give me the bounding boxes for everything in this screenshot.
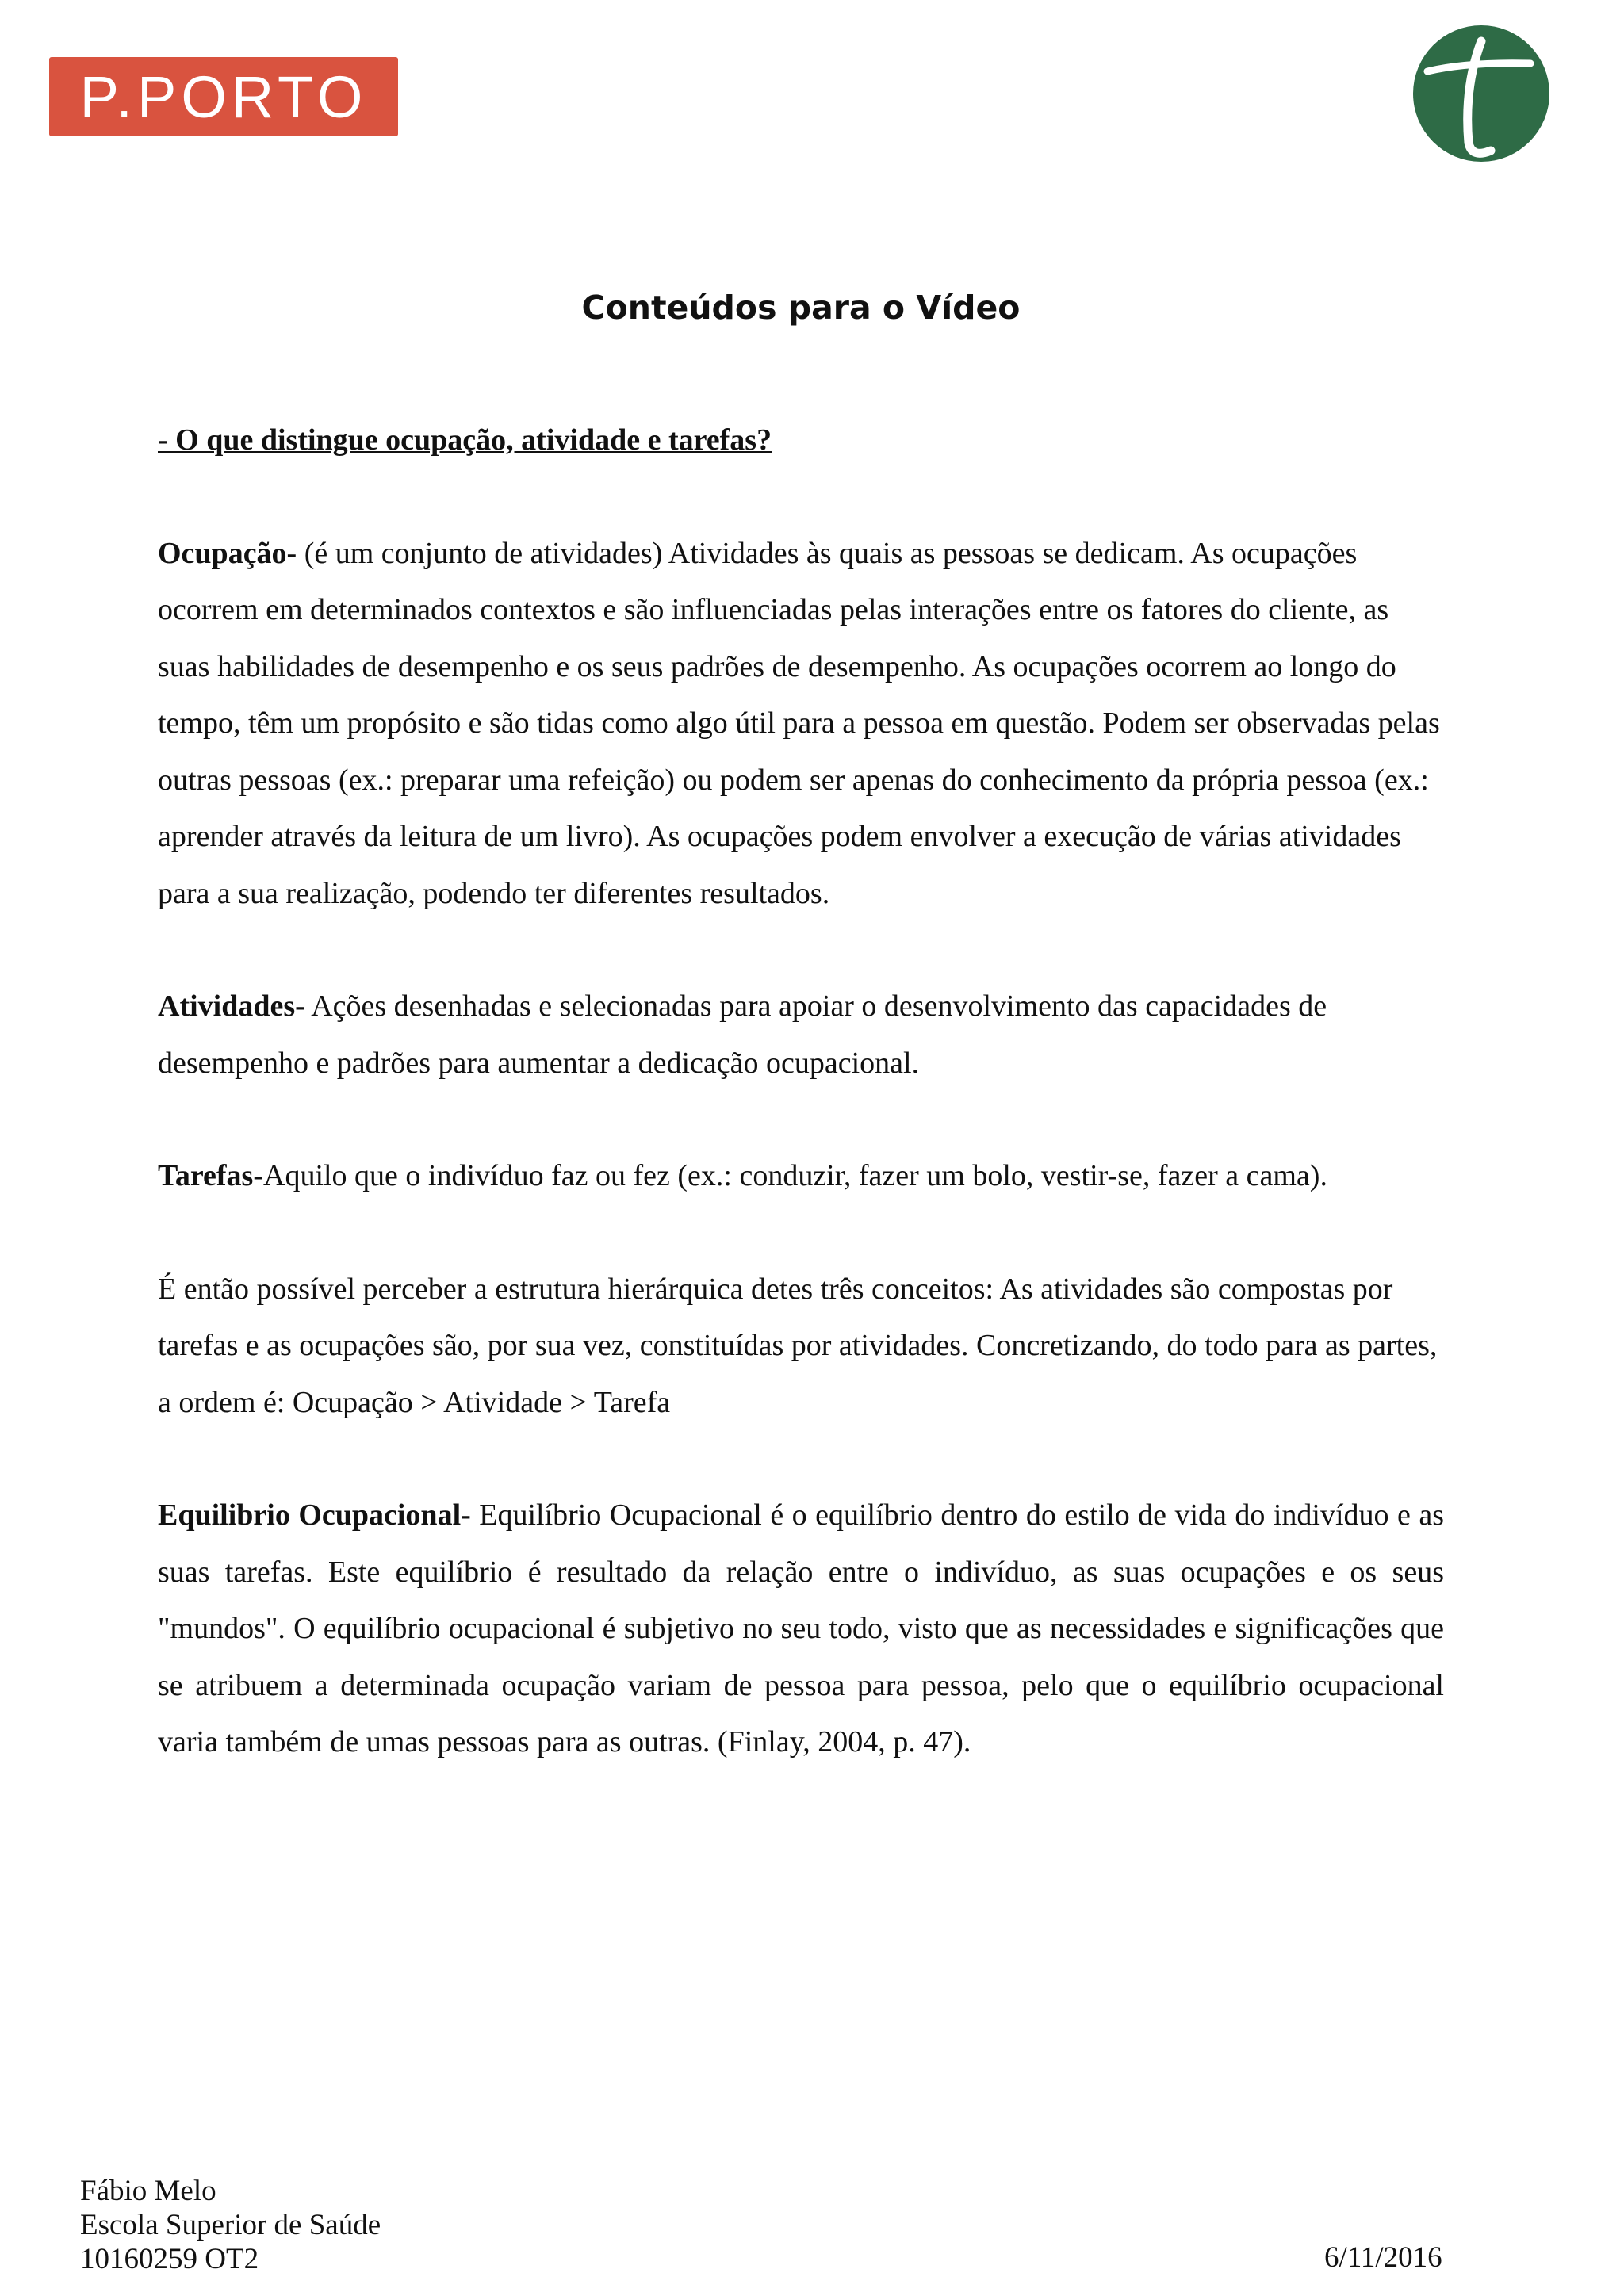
footer-school: Escola Superior de Saúde — [80, 2209, 381, 2241]
footer-date: 6/11/2016 — [1324, 2241, 1442, 2274]
esccola-saude-emblem-icon — [1411, 24, 1551, 163]
p-porto-logo-text: P.PORTO — [79, 63, 368, 130]
paragraph-hierarquia: É então possível perceber a estrutura hierárquica detes três conceitos: As atividades são compostas por tarefas e as ocupações são, por sua vez, constituídas por atividades. Concretizando, do todo para as partes, a ordem é: Ocupação > Atividade > Tarefa — [158, 1272, 1438, 1419]
text-ocupacao: (é um conjunto de atividades) Atividades às quais as pessoas se dedicam. As ocupações ocorrem em determinados contextos e são influenciadas pelas interações entre os fatores do cliente, as suas habilidades de desempenho e os seus padrões de desempenho. As ocupações ocorrem ao longo do tempo, têm um propósito e são tidas como algo útil para a pessoa em questão. Podem ser observadas pelas outras pessoas (ex.: preparar uma refeição) ou podem ser apenas do conhecimento da própria pessoa (ex.: aprender através da leitura de um livro). As ocupações podem envolver a execução de várias atividades para a sua realização, podendo ter diferentes resultados. — [158, 536, 1440, 910]
paragraph-ocupacao — [158, 526, 1444, 923]
page-title: Conteúdos para o Vídeo — [581, 289, 1021, 327]
footer-author: Fábio Melo — [80, 2175, 216, 2207]
term-ocupacao: Ocupação- — [158, 536, 297, 570]
term-tarefas: Tarefas- — [158, 1159, 263, 1192]
paragraph-atividades — [158, 978, 1444, 1092]
paragraph-tarefas — [158, 1148, 1444, 1205]
text-atividades: Ações desenhadas e selecionadas para apoiar o desenvolvimento das capacidades de desempenho e padrões para aumentar a dedicação ocupacional. — [158, 989, 1327, 1080]
footer-student-id: 10160259 OT2 — [80, 2243, 259, 2275]
text-equilibrio: Equilíbrio Ocupacional é o equilíbrio dentro do estilo de vida do indivíduo e as suas tarefas. Este equilíbrio é resultado da relação entre o indivíduo, as suas ocupações e os seus "mundos". O equilíbrio ocupacional é subjetivo no seu todo, visto que as necessidades e significações que se atribuem a determinada ocupação variam de pessoa para pessoa, pelo que o equilíbrio ocupacional varia também de umas pessoas para as outras. (Finlay, 2004, p. 47). — [158, 1498, 1444, 1758]
term-equilibrio: Equilibrio Ocupacional- — [158, 1498, 471, 1532]
footer-author-block — [80, 2174, 381, 2276]
paragraph-equilibrio — [158, 1487, 1444, 1771]
section-question: - O que distingue ocupação, atividade e tarefas? — [158, 423, 772, 457]
text-tarefas: Aquilo que o indivíduo faz ou fez (ex.: conduzir, fazer um bolo, vestir-se, fazer a cama). — [263, 1159, 1327, 1192]
document-body — [158, 412, 1444, 1827]
p-porto-logo — [49, 57, 398, 136]
term-atividades: Atividades- — [158, 989, 305, 1023]
